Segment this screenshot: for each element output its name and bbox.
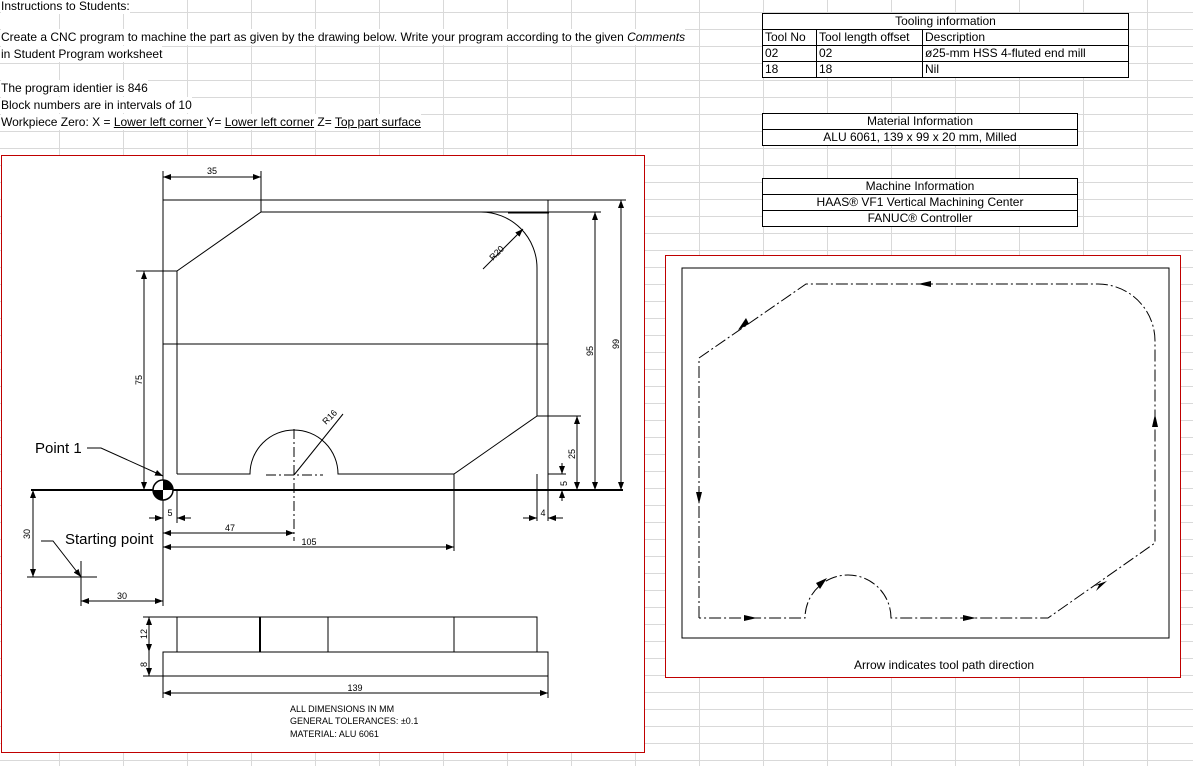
toolpath-border bbox=[682, 268, 1169, 638]
block-numbers-text: Block numbers are in intervals of 10 bbox=[1, 98, 192, 112]
dim-r16-label: R16 bbox=[320, 407, 340, 427]
dim-25-label: 25 bbox=[567, 448, 577, 459]
dim-75-label: 75 bbox=[134, 374, 144, 385]
material-title: Material Information bbox=[763, 114, 1078, 130]
table-row bbox=[763, 46, 1129, 62]
arrow-right-icon-2 bbox=[963, 615, 976, 621]
dim-r20-label: R20 bbox=[487, 243, 507, 263]
dim-95-label: 95 bbox=[585, 345, 595, 356]
tooling-cell: ø25-mm HSS 4-fluted end mill bbox=[923, 46, 1129, 62]
toolpath-frame bbox=[665, 255, 1181, 678]
machine-table bbox=[762, 178, 1078, 227]
arrow-right-icon-1 bbox=[744, 615, 757, 621]
arrow-left-icon bbox=[918, 281, 931, 287]
tooling-header-length-offset: Tool length offset bbox=[817, 30, 923, 46]
tooling-cell: 02 bbox=[817, 46, 923, 62]
wz-x: Lower left corner bbox=[113, 115, 207, 129]
toolpath-arrows bbox=[696, 281, 1158, 621]
tooling-header-tool-no: Tool No bbox=[763, 30, 817, 46]
arrow-up-icon bbox=[1152, 414, 1158, 427]
note-dimensions: ALL DIMENSIONS IN MM bbox=[290, 704, 395, 714]
instructions-line-1 bbox=[1, 29, 685, 45]
wz-z-label: Z= bbox=[314, 115, 335, 129]
instructions-line-2: in Student Program worksheet bbox=[1, 47, 163, 61]
machine-title: Machine Information bbox=[763, 179, 1078, 195]
dim-30-vertical-label: 30 bbox=[22, 528, 32, 539]
dim-139-label: 139 bbox=[347, 683, 363, 693]
tooling-cell: 18 bbox=[817, 62, 923, 78]
arrow-down-icon bbox=[696, 492, 702, 504]
note-tolerances: GENERAL TOLERANCES: ±0.1 bbox=[290, 716, 419, 726]
wz-y: Lower left corner bbox=[224, 115, 315, 129]
material-table bbox=[762, 113, 1078, 146]
dim-35-label: 35 bbox=[206, 166, 218, 176]
toolpath-line bbox=[699, 284, 1155, 618]
instructions-line-1-emphasis: Comments bbox=[627, 30, 686, 44]
instructions-heading: Instructions to Students: bbox=[1, 0, 130, 13]
tooling-table bbox=[762, 13, 1129, 78]
point-1-label: Point 1 bbox=[35, 440, 82, 457]
tooling-cell: Nil bbox=[923, 62, 1129, 78]
dim-4-label: 4 bbox=[540, 508, 546, 518]
arrow-up-left-icon bbox=[738, 318, 749, 330]
dim-47-label: 47 bbox=[224, 523, 236, 533]
tooling-title: Tooling information bbox=[763, 14, 1129, 30]
machine-line-2: FANUC® Controller bbox=[763, 211, 1078, 227]
part-drawing bbox=[2, 156, 646, 754]
dim-5-left-label: 5 bbox=[167, 508, 173, 518]
instructions-line-1-text: Create a CNC program to machine the part as given by the drawing below. Write your program according to the given bbox=[1, 30, 628, 44]
drawing-frame bbox=[1, 155, 645, 753]
dim-8-label: 8 bbox=[139, 661, 149, 667]
note-material: MATERIAL: ALU 6061 bbox=[290, 729, 379, 739]
tooling-cell: 18 bbox=[763, 62, 817, 78]
dim-105-label: 105 bbox=[301, 537, 317, 547]
toolpath-caption: Arrow indicates tool path direction bbox=[853, 658, 1035, 672]
machine-line-1: HAAS® VF1 Vertical Machining Center bbox=[763, 195, 1078, 211]
wz-label: Workpiece Zero: X = bbox=[1, 115, 114, 129]
wz-y-label: Y= bbox=[206, 115, 225, 129]
starting-point-label: Starting point bbox=[65, 531, 154, 548]
wz-z: Top part surface bbox=[334, 115, 421, 129]
toolpath-diagram bbox=[666, 256, 1182, 679]
program-id-text: The program identier is 846 bbox=[1, 81, 148, 95]
dim-30-horizontal-label: 30 bbox=[116, 591, 128, 601]
material-value: ALU 6061, 139 x 99 x 20 mm, Milled bbox=[763, 130, 1078, 146]
tooling-cell: 02 bbox=[763, 46, 817, 62]
dim-99-label: 99 bbox=[611, 338, 621, 349]
table-row bbox=[763, 62, 1129, 78]
tooling-header-description: Description bbox=[923, 30, 1129, 46]
workpiece-zero-icon bbox=[153, 480, 173, 500]
dim-12-label: 12 bbox=[139, 628, 149, 639]
workpiece-zero-text bbox=[1, 114, 421, 130]
arrow-up-right-icon bbox=[1093, 581, 1107, 591]
dim-5-right-label: 5 bbox=[559, 480, 569, 486]
